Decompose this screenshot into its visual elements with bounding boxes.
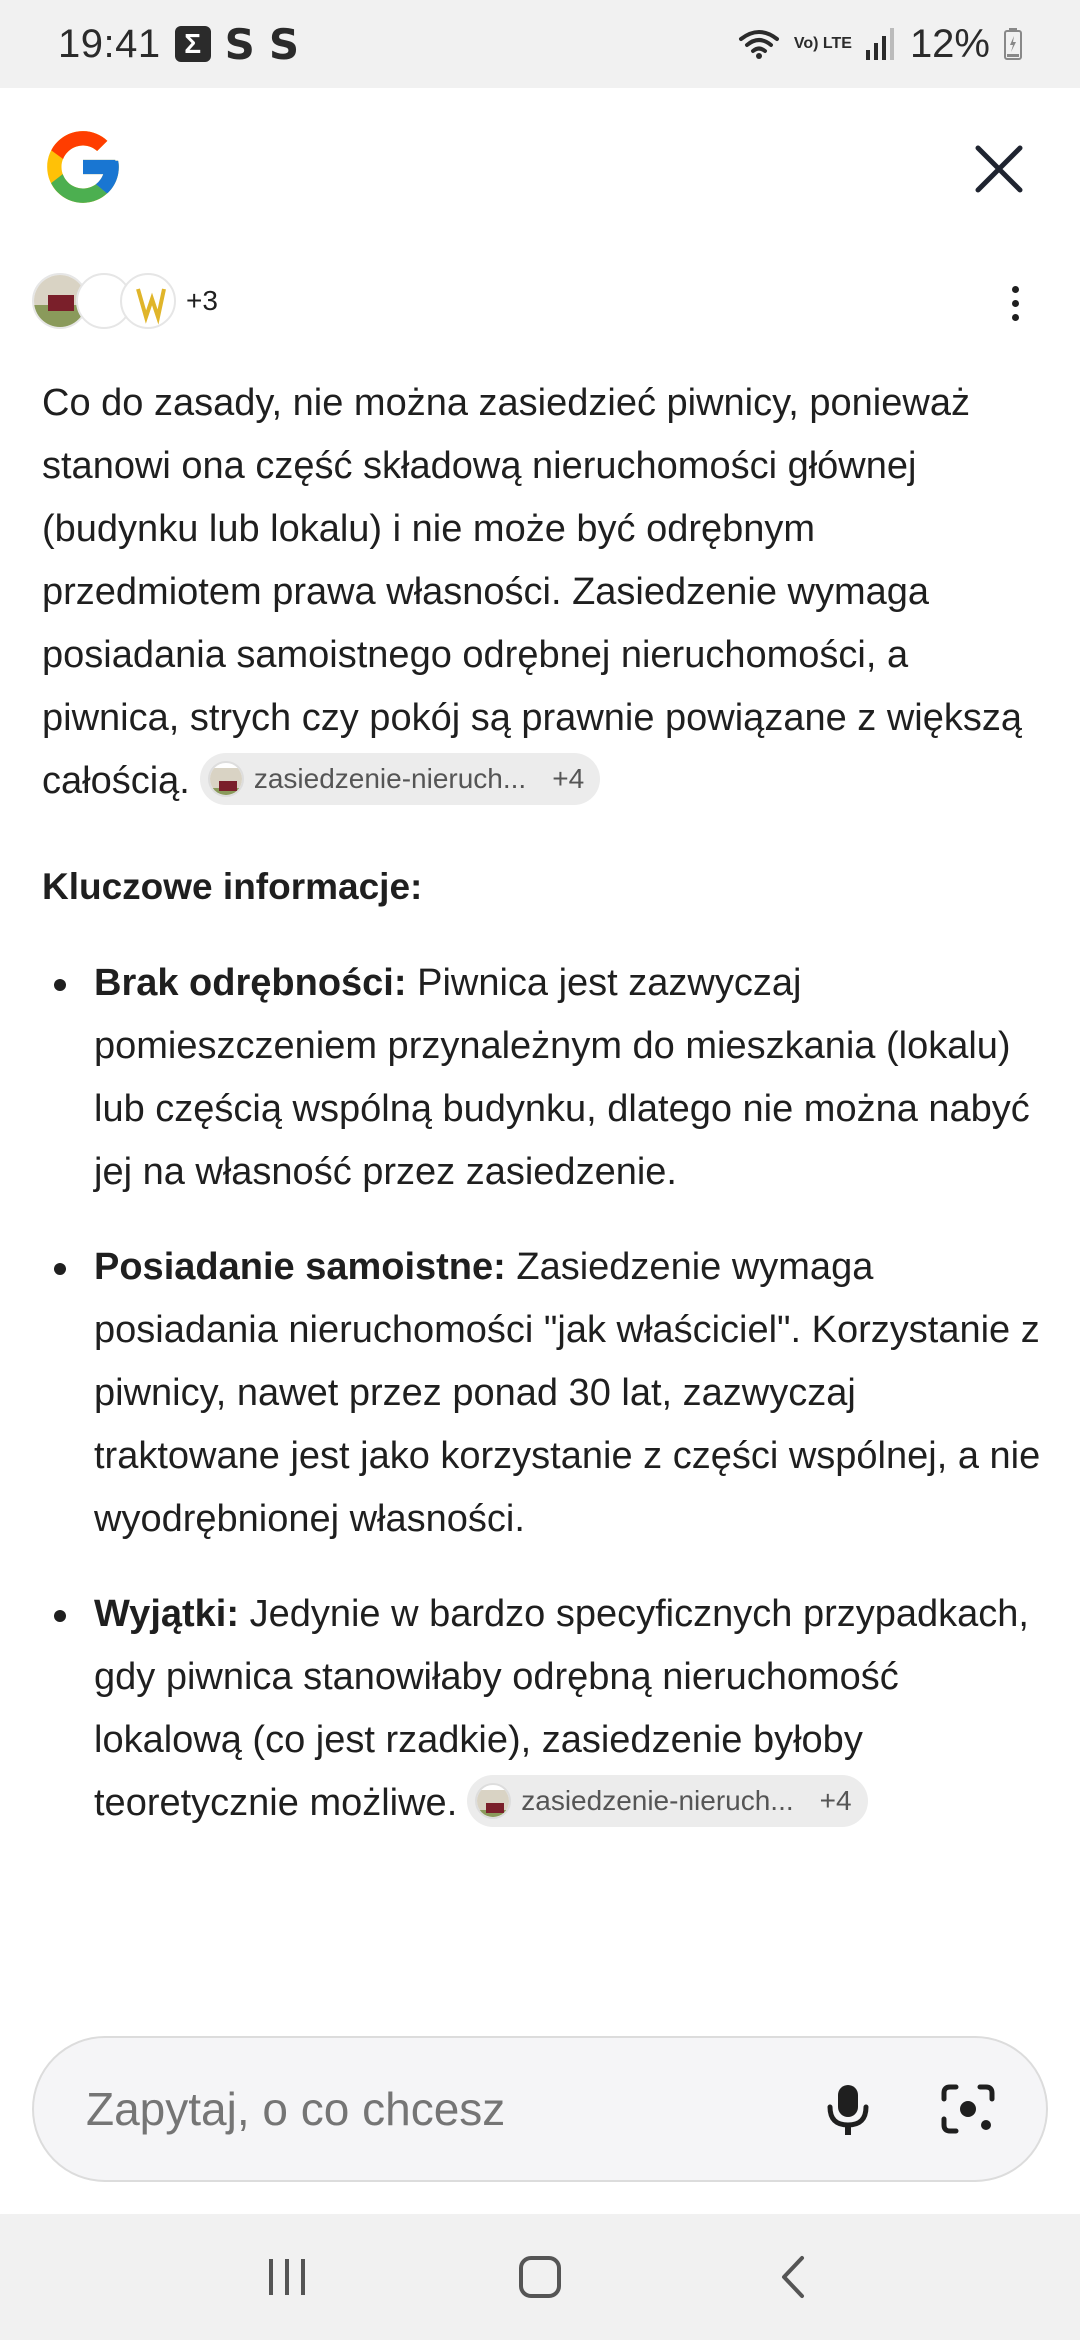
bullet-title: Posiadanie samoistne: (94, 1246, 506, 1288)
signal-icon (866, 28, 896, 60)
battery-percent: 12% (909, 21, 990, 66)
ask-input[interactable] (86, 2082, 818, 2136)
close-icon[interactable] (970, 140, 1028, 198)
status-right (738, 22, 1022, 67)
source-avatar-3[interactable] (120, 273, 176, 329)
bullet-text: Jedynie w bardzo specyficznych przypadkach, gdy piwnica stanowiłaby odrębną nieruchomość lokalową (co jest rzadkie), zasiedzenie byłoby teoretycznie możliwe. (94, 1593, 1029, 1824)
s-app-icon-2: S (268, 19, 300, 69)
list-item (42, 1583, 1042, 1835)
chip-avatar (475, 1783, 511, 1819)
status-left (58, 20, 299, 69)
list-item (42, 1236, 1042, 1551)
sources-count[interactable]: +3 (186, 285, 218, 316)
more-vert-icon[interactable] (990, 278, 1040, 328)
chip-avatar (208, 761, 244, 797)
recent-apps-icon[interactable] (252, 2242, 322, 2312)
sources-row[interactable] (32, 268, 218, 334)
sigma-app-icon: Σ (175, 26, 211, 62)
source-thumbnail-icon (477, 1790, 511, 1819)
ask-bar[interactable] (32, 2036, 1048, 2182)
section-heading: Kluczowe informacje: (42, 866, 423, 907)
bullet-title: Wyjątki: (94, 1593, 240, 1635)
source-logo-icon (122, 275, 176, 329)
back-icon[interactable] (758, 2242, 828, 2312)
chip-count: +4 (819, 1785, 852, 1817)
google-g-icon[interactable] (40, 124, 126, 210)
bullet-text: Piwnica jest zazwyczaj pomieszczeniem przynależnym do mieszkania (lokalu) lub częścią wspólną budynku, dlatego nie można nabyć jej na własność przez zasiedzenie. (94, 962, 1030, 1193)
bullet-text: Zasiedzenie wymaga posiadania nieruchomości "jak właściciel". Korzystanie z piwnicy, nawet przez ponad 30 lat, zazwyczaj traktowane jest jako korzystanie z części wspólnej, a nie wyodrębnionej własności. (94, 1246, 1041, 1540)
s-app-icon: S (224, 19, 255, 69)
answer-content (42, 372, 1042, 1867)
intro-paragraph (42, 372, 1042, 813)
source-chip[interactable] (200, 753, 600, 805)
bullet-title: Brak odrębności: (94, 962, 407, 1004)
source-thumbnail-icon (210, 768, 244, 797)
key-info-list (42, 952, 1042, 1835)
wifi-icon (738, 27, 780, 61)
mic-icon[interactable] (818, 2079, 878, 2139)
header (0, 88, 1080, 258)
dot (1012, 314, 1019, 321)
status-time: 19:41 (58, 21, 161, 66)
intro-text: Co do zasady, nie można zasiedzieć piwnicy, ponieważ stanowi ona część składową nieruchomości głównej (budynku lub lokalu) i nie może być odrębnym przedmiotem prawa własności. Zasiedzenie wymaga posiadania samoistnego odrębnej nieruchomości, a piwnica, strych czy pokój są prawnie powiązane z większą całością. (42, 382, 1022, 802)
system-nav-bar (0, 2214, 1080, 2340)
volte-icon: Vo) LTE (793, 35, 852, 52)
status-bar (0, 0, 1080, 88)
list-item (42, 952, 1042, 1204)
source-chip[interactable] (467, 1775, 867, 1827)
home-icon[interactable] (505, 2242, 575, 2312)
dot (1012, 286, 1019, 293)
battery-icon (1004, 28, 1022, 60)
chip-label: zasiedzenie-nieruch... (521, 1785, 794, 1817)
lens-camera-icon[interactable] (938, 2079, 998, 2139)
chip-label: zasiedzenie-nieruch... (253, 763, 527, 795)
chip-count: +4 (552, 763, 585, 795)
dot (1012, 300, 1019, 307)
